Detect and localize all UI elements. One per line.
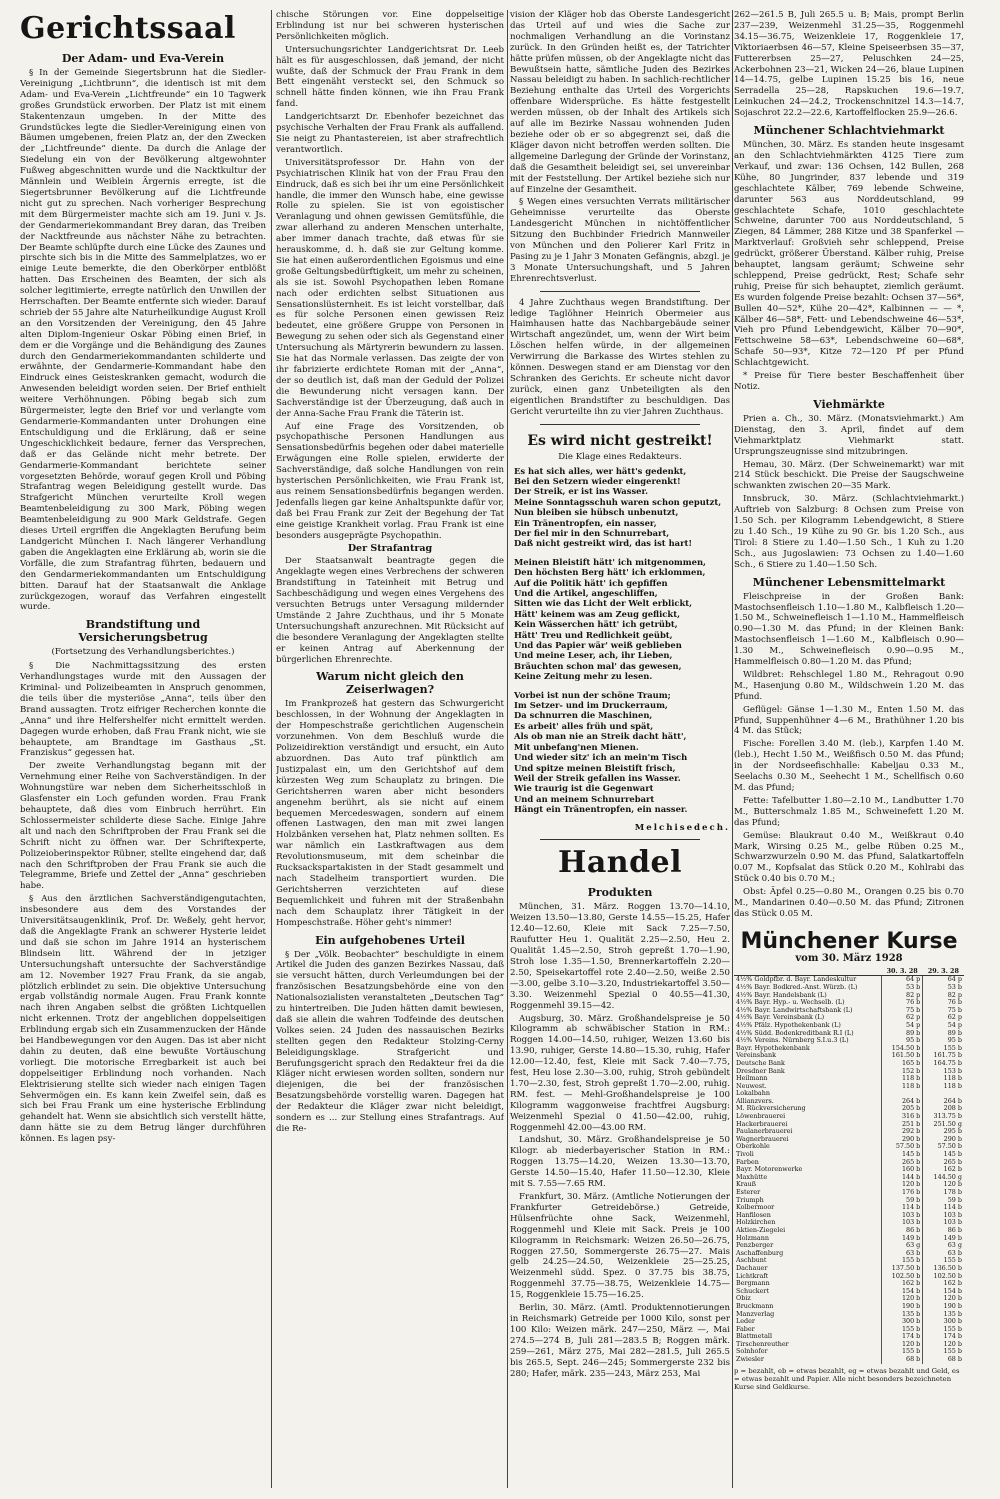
article-title: Produkten [587,886,653,900]
stock-name-cell: Bergmann [736,1279,770,1288]
table-row [734,1075,964,1083]
stock-price-cell: 89 b [923,1030,964,1038]
market-report: Gemüse: Blaukraut 0.40 M., Weißkraut 0.40 Mark, Wirsing 0.25 M., gelbe Rüben 0.25 M., Schwarzwurzeln 0.90 M. das Pfund, Salatkartoffeln 0.07 M., Kopfsalat das Stück 0.20 M., Kohlrabi das Stück 0.40 bis 0.70 M.; [734,830,964,885]
stock-price-cell: 86 b [923,1227,964,1235]
stock-price-cell: 161.75 b [923,1052,964,1060]
article-paragraph: Untersuchungsrichter Landgerichtsrat Dr. Leeb hält es für ausgeschlossen, daß jemand, der nicht wußte, daß der Schmuck der Frau Frank in dem Bett eingenäht versteckt sei, den Schmuck so schnell hätte finden können, wie ihn Frau Frank fand. [276,44,504,110]
article-title: Brandstiftung und Versicherungsbetrug [78,618,208,645]
poem-line: Bräuchten schon mal' das gewesen, [514,660,682,671]
stock-name-cell: Solnhofer [736,1347,768,1356]
market-report: Frankfurt, 30. März. (Amtliche Notierungen der Frankfurter Getreidebörse.) Getreide, Hülsenfrüchte ohne Sack, Weizenmehl, Roggenmehl und Kleie mit Sack. Preis je 100 Kilogramm in Reichsmark: Weizen 26.50—26.75, Roggen 27.50, Sommergerste 26.75—27. Mais gelb 24.25—24.50, Weizenkleie 25—25.25, Weizenmehl südd. Spez. 0 37.75 bis 38.75, Roggenmehl 37.75—38.75, Weizenkleie 14.75—15, Roggenkleie 15.75—16.25. [510,1192,730,1301]
column-1 [20,10,266,1488]
stock-price-cell: 155 b [923,1326,964,1334]
stock-price-cell: 165 b [882,1060,923,1068]
table-body [734,976,964,1364]
stock-price-cell: 292 b [882,1128,923,1136]
market-report: Hemau, 30. März. (Der Schweinemarkt) war mit 214 Stück beschickt. Die Preise der Saugschweine schwankten zwischen 20—35 Mark. [734,459,964,492]
poem-line: Sitten wie das Licht der Welt erblickt, [514,598,693,609]
article-paragraph: Der Staatsanwalt beantragte gegen die Angeklagte wegen eines Verbrechens der schweren Brandstiftung in Tateinheit mit Betrug und Sachbeschädigung und wegen eines Vergehens des versuchten Betrugs unter Versagung mildernder Umstände 2 Jahre Zuchthaus, und ihr 5 Monate Untersuchungshaft anzurechnen. Mit Rücksicht auf die besondere Veranlagung der Angeklagten stellte er keinen Antrag auf Aberkennung der bürgerlichen Ehrenrechte. [276,556,504,665]
stock-price-cell: 120 b [882,1341,923,1349]
stock-price-cell: 178 b [923,1189,964,1197]
stock-price-cell: 95 b [882,1037,923,1045]
stock-price-cell: 120 b [882,1181,923,1189]
stock-price-cell: 54 p [923,1022,964,1030]
stock-name-cell: 4½% Bayr. Bodkred.-Anst. Würzb. (L) [736,982,858,991]
column-rule [271,10,272,1488]
stock-price-cell: 300 b [882,1318,923,1326]
stock-price-cell: 102.50 b [882,1273,923,1281]
stock-price-cell: 76 b [882,999,923,1007]
table-row [734,1257,964,1265]
poem-stanza [514,466,730,549]
stock-price-cell: 251 b [882,1121,923,1129]
stock-name-cell: Maxhütte [736,1172,768,1181]
stock-price-cell: 57.50 b [923,1143,964,1151]
stock-price-cell: 152 b [882,1068,923,1076]
stock-price-cell: 264 b [923,1098,964,1106]
poem-line: Es hat sich alles, wer hätt's gedenkt, [514,465,687,476]
stock-name-cell: 4½% Vereins. Nürnberg S.I.u.3 (L) [736,1036,849,1045]
market-report: Obst: Äpfel 0.25—0.80 M., Orangen 0.25 bis 0.70 M., Mandarinen 0.40—0.50 M. das Pfund; Zitronen das Stück 0.05 M. [734,887,964,919]
stock-name-cell: Lokalbahn [736,1089,770,1098]
poem-line: Da schnurren die Maschinen, [514,710,653,721]
poem-line: Und spitze meinen Bleistift frisch, [514,762,676,773]
stock-price-cell: 265 b [882,1159,923,1167]
poem-line: Als ob man nie an Streik dacht hätt', [514,731,687,742]
stock-price-cell: 190 b [882,1303,923,1311]
stock-price-cell: 63 b [923,1250,964,1258]
stock-price-cell: 120 b [923,1341,964,1349]
poem-line: Hätt' keinem was am Zeug geflickt, [514,608,680,619]
stock-price-cell: 162 b [923,1280,964,1288]
stock-price-cell: 145 b [923,1151,964,1159]
stock-name-cell: Lichtkraft [736,1271,769,1280]
article-title: Münchener Lebensmittelmarkt [752,575,946,589]
stock-price-cell: 63 g [923,1242,964,1250]
stock-name-cell: 4½% Bayr. Handelsbank (L) [736,990,827,999]
stock-name-cell: Paulanerbrauerei [736,1127,793,1136]
stock-price-cell: 313.75 b [923,1113,964,1121]
stock-price-cell: 120 b [923,1295,964,1303]
stock-name-cell: Faber [736,1324,755,1333]
stock-name-cell: 4½% Pfälz. Hypothekenbank (L) [736,1020,841,1029]
stock-name-cell: Allianzvers. [736,1096,774,1105]
poem-line: Und die Artikel, angeschliffen, [514,588,658,598]
divider [540,424,700,425]
stock-name-cell: 4½% Bayr. Landwirtschaftsbank (L) [736,1005,853,1014]
article-paragraph: § Der „Völk. Beobachter“ beschuldigte in einem Artikel die Juden des ganzen Bezirkes Nassau, daß sie versucht hätten, durch Verleumdungen bei der französischen Besatzungsbehörde eine von den Nationalsozialisten veranstalteten „Deutschen Tag“ zu hintertreiben. Die Juden hätten damit bewiesen, daß sie allein die wahren Todfeinde des deutschen Volkes seien. 24 Juden des nassauischen Bezirks stellten gegen den Redakteur Stolzing-Cerny Beleidigungsklage. Strafgericht und Berufungsgericht sprach den Redakteur frei da die Kläger nicht erwiesen worden sollten, sondern nur diejenigen, die bei der französischen Besatzungsbehörde vorstellig waren. Dagegen hat der Redakteur die Kläger zwar nicht beleidigt, sondern es ... zur Stellung eines Strafantrags. Auf die Re- [276,949,504,1134]
stock-price-cell: 135 b [882,1311,923,1319]
stock-price-cell: 137.50 b [882,1265,923,1273]
article-subtitle: (Fortsetzung des Verhandlungsberichtes.) [51,647,235,658]
poem-stanza [514,690,730,815]
table-row [734,1341,964,1349]
stock-price-cell: 155 b [923,1257,964,1265]
poem-line: Keine Zeitung mehr zu lesen. [514,671,653,682]
stock-quotes-date: vom 30. März 1928 [795,952,903,964]
stock-name-cell: Blattmetall [736,1332,772,1341]
stock-price-cell: 155 b [882,1348,923,1356]
stock-price-cell: 153 b [923,1068,964,1076]
stock-price-cell: 155 b [882,1257,923,1265]
stock-name-cell: Tivoli [736,1150,754,1159]
section-masthead-gerichtssaal: Gerichtssaal [20,11,236,46]
stock-name-cell: M. Rückversicherung [736,1104,806,1113]
stock-price-cell: 59 b [923,1197,964,1205]
stock-price-cell: 161.50 b [882,1052,923,1060]
stock-price-cell: 103 b [923,1212,964,1220]
article-paragraph: § Aus den ärztlichen Sachverständigengutachten, insbesondere aus dem des Vorstandes der Universitätsaugenklinik, Prof. Dr. Weßely, geht hervor, daß die Angeklagte Frank an schwerer Hysterie leidet und daß sie schon im Jahre 1914 an hysterischem Blindsein litt. Während der in jetziger Untersuchungshaft untersuchte der Sachverständige am 12. November 1927 Frau Frank, da sie angab, plötzlich erblindet zu sein. Die objektive Untersuchung ergab vollständig normale Augen. Frau Frank konnte nach ihren Angaben selbst die größten Lichtquellen nicht erkennen. Trotz der angeblichen doppelseitigen Erblindung ergab sich ein Zusammenzucken der Hände bei Handbewegungen vor den Augen. Das ist aber nicht dahin zu deuten, daß eine bewußte Vortäuschung vorliegt. Die motorische Erregbarkeit ist auch bei doppelseitiger Erblindung noch vorhanden. Nach Elektrisierung stellte sich wieder nach einigen Tagen Sehvermögen ein. Es kann kein Zweifel sein, daß es sich bei Frau Frank um eine hysterische Erblindung gehandelt hat. Wenn sie absichtlich sich verstellt hätte, dann hätte sie zu dem Betrug länger durchführen können. Es lagen psy- [20,894,266,1145]
article-paragraph: § In der Gemeinde Siegertsbrunn hat die Siedler-Vereinigung „Lichtbrunn“, die identisch ist mit dem Adam- und Eva-Verein „Lichtfreunde“ ein 10 Tagwerk großes Grundstück erworben. Der Platz ist mit einem Stakentenzaun umgeben. In der Mitte des Grundstückes legte die Siedler-Vereinigung einen von Bäumen umgebenen, freien Platz an, der den Zwecken der „Lichtfreunde“ diente. Da durch die Anlage der Siedelung ein von der Bevölkerung altgewohnter Fußweg abgeschnitten wurde und die Nacktkultur der Männlein und Weiblein Ärgernis erregte, ist die Siegertsbrunner Bevölkerung auf die Lichtfreunde nicht gut zu sprechen. Nach vorheriger Besprechung mit dem Bürgermeister machte sich am 19. Juni v. Js. der Gendarmeriekommandant Brey daran, das Treiben der Nacktfreunde aus nächster Nähe zu betrachten. Der Beamte schlüpfte durch eine Lücke des Zaunes und pirschte sich bis in die Mitte des Sammelplatzes, wo er einige Leute bemerkte, die den Oberkörper entblößt hatten. Das Erscheinen des Beamten, der sich als solcher legitimierte, erregte natürlich den Unwillen der Herrschaften. Der Beamte entfernte sich wieder. Darauf schrieb der 55 Jahre alte Naturheilkundige August Kroll an den Vorsitzenden der Vereinigung, den 45 Jahre alten Diplom-Ingenieur Oskar Pöbing einen Brief, in dem er die Vorgänge und die Behändigung des Zaunes durch den Gendarmeriekommandanten schilderte und erwähnte, der Gendarmerie-Kommandant habe den Eindruck eines Geisteskranken gemacht, wodurch die Anwesenden beleidigt worden seien. Der Brief enthielt weitere Verhöhnungen. Pöbing begab sich zum Bürgermeister, legte den Brief vor und verlangte vom Gendarmerie-Kommandanten unter Drohungen eine Entschuldigung und die Erklärung, daß er seine Ungeschicklichkeit bedaure, ferner das Versprechen, daß er das Gelände nicht mehr betrete. Der Gendarmerie-Kommandant berichtete seiner vorgesetzten Behörde, worauf gegen Kroll und Pöbing Strafantrag wegen Beleidigung gestellt wurde. Das Strafgericht München verurteilte Kroll wegen Beamtenbeleidigung zu 300 Mark, Pöbing wegen Beamtenbeleidigung zu 900 Mark Geldstrafe. Gegen dieses Urteil ergriffen die Angeklagten Berufung beim Landgericht München I. Nach längerer Verhandlung gaben die Angeklagten eine Erklärung ab, worin sie die Vorfälle, die zum Strafantrag führten, bedauern und den Gendarmeriekommandanten um Entschuldigung bitten. Darauf hat der Staatsanwalt die Anklage zurückgezogen, worauf das Verfahren eingestellt wurde. [20,68,266,613]
market-report: Geflügel: Gänse 1—1.30 M., Enten 1.50 M. das Pfund, Suppenhühner 4—6 M., Brathühner 1.20 bis 4 M. das Stück; [734,704,964,737]
market-report: Landshut, 30. März. Großhandelspreise je 50 Kilogr. ab niederbayerischer Station in RM.: Roggen 13.75—14.20, Weizen 13.30—13.70, Gerste 14.50—15.40, Hafer 11.50—12.30, Kleie mit S. 7.55—7.65 RM. [510,1135,730,1190]
poem-line: Vorbei ist nun der schöne Traum; [514,689,671,700]
column-4 [734,10,964,1488]
article-paragraph: Landgerichtsarzt Dr. Ebenhofer bezeichnet das psychische Verhalten der Frau Frank als auffallend. Sie neigt zu Phantastereien, ist aber strafrechtlich verantwortlich. [276,112,504,155]
stock-price-cell: 176 b [882,1189,923,1197]
table-row [734,1311,964,1319]
stock-name-cell: Dachauer [736,1263,768,1272]
article-title: Münchener Schlachtviehmarkt [753,124,945,138]
stock-price-cell: 86 b [882,1227,923,1235]
poem-line: Und das Papier wär' weiß geblieben [514,640,682,651]
poem-line: Meinen Bleistift hätt' ich mitgenommen, [514,556,706,567]
article-paragraph: chische Störungen vor. Eine doppelseitige Erblindung ist nur bei schweren hysterischen Persönlichkeiten möglich. [276,10,504,42]
stock-price-cell: 145 b [882,1151,923,1159]
divider [540,839,700,840]
stock-name-cell: Deutsche Bank [736,1058,785,1067]
poem-line: Und wieder sitz' ich an mein'm Tisch [514,752,688,763]
stock-price-cell: 62 p [923,1014,964,1022]
table-row [734,1166,964,1174]
stock-price-cell: 149 b [923,1235,964,1243]
stock-price-cell: 295 b [923,1128,964,1136]
stock-price-cell: 95 b [923,1037,964,1045]
article-paragraph: § Wegen eines versuchten Verrats militärischer Geheimnisse verurteilte das Oberste Landesgericht München in nichtöffentlicher Sitzung den Buchbinder Friedrich Mannweiler von München und den Polierer Karl Fritz in Pasing zu je 1 Jahr 3 Monaten Gefängnis, abzgl. je 3 Monate Untersuchungshaft, und 5 Jahren Ehrenrechtsverlust. [510,197,730,284]
stock-price-cell: 290 b [923,1136,964,1144]
market-report: Wildbret: Rehschlegel 1.80 M., Rehragout 0.90 M., Hasenjung 0.80 M., Wildschwein 1.20 M. das Pfund. [734,669,964,702]
article-subheading: Der Strafantrag [347,542,433,554]
market-report: Fleischpreise in der Großen Bank: Mastochsenfleisch 1.10—1.80 M., Kalbfleisch 1.20—1.50 M., Schweinefleisch 1—1.10 M., Hammelfleisch 0.90—1.30 M. das Pfund; in der Kleinen Bank: Mastochsenfleisch 1—1.60 M., Kalbfleisch 0.90—1.30 M., Schweinefleisch 0.90—0.95 M., Hammelfleisch 0.80—1.20 M. das Pfund; [734,591,964,668]
stock-price-cell: 174 b [882,1333,923,1341]
stock-price-cell: 75 b [923,1007,964,1015]
stock-name-cell: 4½% Bayr. Vereinsbank (L) [736,1013,825,1022]
article-title: Ein aufgehobenes Urteil [315,933,465,947]
divider [540,291,700,292]
stock-name-cell: Manzverlag [736,1309,775,1318]
stock-name-cell: Heilmann [736,1074,768,1083]
stock-price-cell: 155 b [923,1348,964,1356]
stock-price-cell: 53 b [923,984,964,992]
stock-price-cell: 154 b [882,1288,923,1296]
poem-line: Und an meinem Schnurrebart [514,793,655,804]
stock-price-cell: 59 b [882,1197,923,1205]
poem-title: Es wird nicht gestreikt! [527,432,713,449]
stock-quotes-title: Münchener Kurse [740,928,958,954]
stock-name-cell: Holzmann [736,1233,769,1242]
stock-price-cell: 208 b [923,1105,964,1113]
stock-price-cell: 103 b [882,1219,923,1227]
table-row [734,1250,964,1258]
poem-line: Der fiel mir in den Schnurrebart, [514,527,670,538]
stock-price-cell: 63 b [882,1250,923,1258]
stock-price-cell: 264 b [882,1098,923,1106]
stock-price-cell: 118 b [882,1083,923,1091]
table-row [734,1288,964,1296]
poem-line: Bei den Setzern wieder eingerenkt! [514,475,681,486]
stock-name-cell: Penzberger [736,1241,774,1250]
stock-price-cell: 118 b [882,1075,923,1083]
table-row [734,1174,964,1182]
market-report: München, 30. März. Es standen heute insgesamt an den Schlachtviehmärkten 4125 Tiere zum Verkauf, und zwar: 136 Ochsen, 142 Bullen, 268 Kühe, 80 Jungrinder, 837 lebende und 319 geschlachtete Kälber, 769 lebende Schweine, darunter 563 aus Norddeutschland, 99 geschlachtete Schafe, 1010 geschlachtete Schweine, darunter 700 aus Norddeutschland, 5 Ziegen, 84 Lämmer, 288 Kitze und 38 Spanferkel — Marktverlauf: Großvieh sehr schleppend, Preise gedrückt, größerer Überstand. Kälber ruhig, Preise behauptet, langsam geräumt; Schweine sehr schleppend, Preise gedrückt, Rest; Schafe sehr ruhig, Preise für sich behauptet, ziemlich geräumt. Es wurden folgende Preise bezahlt: Ochsen 37—56*, Bullen 40—52*, Kühe 20—42*, Kalbinnen — — *, Kälber 46—58*, Fett- und Lebendschweine 46—53*, Vieh pro Pfund Lebendgewicht, Kälber 70—90*, Fettschweine 58—63*, Lebendschweine 60—68*, Schafe 50—93*, Kitze 72—120 Pf per Pfund Schlachtgewicht. [734,140,964,369]
stock-price-cell: 53 b [882,984,923,992]
stock-price-cell: 149 b [882,1235,923,1243]
stock-price-cell: 300 b [923,1318,964,1326]
stock-name-cell: Zwiesler [736,1355,764,1364]
stock-price-cell: 54 p [882,1022,923,1030]
table-row [734,1068,964,1076]
article-title: Der Adam- und Eva-Verein [61,52,225,65]
stock-name-cell: Leder [736,1317,755,1326]
article-title: Viehmärkte [813,397,885,411]
stock-price-cell: 162 b [923,1166,964,1174]
stock-name-cell: Triumph [736,1195,764,1204]
stock-price-cell: 136.50 b [923,1265,964,1273]
article-paragraph: Auf eine Frage des Vorsitzenden, ob psychopathische Personen Handlungen aus Sensationsbedürfnis begehen oder dabei materielle Erwägungen eine Rolle spielen, erwiderte der Sachverständige, daß solche Handlungen von rein hysterischen Persönlichkeiten, wie Frau Frank ist, aus reinem Sensationsbedürfnis begangen werden. Jedenfalls liegen gar keine Anhaltspunkte dafür vor, daß bei Frau Frank zur Zeit der Begehung der Tat eine geistige Krankheit vorlag. Frau Frank ist eine besonders ausgeprägte Psychopathin. [276,421,504,541]
stock-name-cell: Aschbunt [736,1256,767,1265]
table-row [734,1181,964,1189]
poem-stanza [514,557,730,682]
stock-name-cell: Löwenbrauerei [736,1112,786,1121]
stock-name-cell: Esterer [736,1188,761,1196]
stock-price-cell: 82 p [923,992,964,1000]
table-row [734,1143,964,1151]
stock-price-cell: 75 b [882,1007,923,1015]
stock-name-cell: Kolbermoor [736,1203,775,1212]
poem-line: Es arbeit' alles früh und spät, [514,720,654,731]
stock-price-cell: 144 b [882,1174,923,1182]
stock-price-cell: 82 p [882,992,923,1000]
stock-name-cell: Vereinsbank [736,1051,776,1060]
article-paragraph: § Die Nachmittagssitzung des ersten Verhandlungstages wurde mit den Aussagen der Kriminal- und Polizeibeamten in Anspruch genommen, die teils über die mysteriöse „Anna“, teils über den Brand aussagten. Trotz eifriger Recherchen konnte die „Anna“ und ihre Helfershelfer nicht ermittelt werden. Dagegen wurde erhoben, daß Frau Frank nicht, wie sie behauptete, am Brandtage im Gasthaus „St. Franziskus“ gegessen hat. [20,661,266,759]
table-footnote: p = bezahlt, eb = etwas bezahlt, eg = etwas bezahlt und Geld, es = etwas bezahlt und Papier. Alle nicht besonders bezeichneten Kurse sind Geldkurse. [734,1366,960,1391]
stock-name-cell: 4½% Goldpfbr. d. Bayr. Landeskultur [736,975,857,984]
stock-name-cell: Oberkohle [736,1142,770,1151]
stock-price-cell: 155 b [882,1326,923,1334]
stock-price-cell: 64 p [882,976,923,984]
column-3 [510,10,730,1488]
poem-line: Und meine Leser, ach, ihr Lieben, [514,650,673,661]
stock-name-cell: Schuckert [736,1286,770,1295]
section-masthead-handel: Handel [557,845,683,881]
poem-line: Hätt' Treu und Redlichkeit geübt, [514,629,673,640]
poem-line: Mit unbefang'nen Mienen. [514,741,639,752]
stock-price-cell: 162 b [882,1280,923,1288]
market-note: * Preise für Tiere bester Beschaffenheit über Notiz. [734,371,964,392]
poem-line: Im Setzer- und im Druckerraum, [514,700,668,711]
stock-price-cell: 118 b [923,1083,964,1091]
market-report: Prien a. Ch., 30. März. (Monatsviehmarkt.) Am Dienstag, den 3. April, findet auf dem Viehmarktplatz Viehmarkt statt. Ursprungszeugnisse sind mitzubringen. [734,413,964,457]
stock-price-cell: 68 b [882,1356,923,1364]
stock-name-cell: Neuwest. [736,1081,767,1090]
poem-line: Den höchsten Berg hätt' ich erklommen, [514,567,706,578]
column-rule [732,10,733,1488]
market-report: Augsburg, 30. März. Großhandelspreise je 50 Kilogramm ab schwäbischer Station in RM.: Roggen 14.00—14.50, ruhiger, Weizen 13.60 bis 13.90, ruhiger, Gerste 14.80—15.30, ruhig, Hafer 12.00—12.40, fest, Kleie mit Sack 7.40—7.75, fest, Heu lose 2.30—3.00, ruhig, Stroh gebündelt 1.70—2.30, fest, Stroh gepreßt 1.70—2.00, ruhig. RM. fest. — Mehl-Großhandelspreise je 100 Kilogramm waggonweise frachtfrei Augsburg: Weizenmehl Spezial 0 41.50—42.00, ruhig, Roggenmehl 42.00—43.00 RM. [510,1013,730,1133]
stock-name-cell: Bruckmann [736,1301,774,1310]
table-row [734,1348,964,1356]
article-paragraph: 4 Jahre Zuchthaus wegen Brandstiftung. Der ledige Taglöhner Heinrich Obermeier aus Haimhausen hatte das Nachbargebäude seiner Wirtschaft angezündet, um, wenn der Wirt beim Löschen helfen würde, in der allgemeinen Verwirrung die Barkasse des Wirtes stehlen zu können. Deswegen stand er am Dienstag vor den Schranken des Gerichts. Er scheute nicht davor zurück, einen ganz Unbeteiligten als den eigentlichen Brandstifter zu beschuldigen. Das Gericht verurteilte ihn zu vier Jahren Zuchthaus. [510,297,730,417]
stock-price-cell: 135 b [923,1311,964,1319]
stock-price-cell: 64 p [923,976,964,984]
market-report: Fische: Forellen 3.40 M. (leb.), Karpfen 1.40 M. (leb.), Hecht 1.50 M., Weißfisch 0.50 M. das Pfund; in der Nordseefischhalle: Kabeljau 0.33 M., Seelachs 0.30 M., Seehecht 1 M., Schellfisch 0.60 M. das Pfund; [734,739,964,793]
stock-name-cell: Tirschenreuther [736,1339,789,1348]
poem-line: Hängt ein Tränentropfen, ein nasser. [514,804,688,815]
article-paragraph: Der zweite Verhandlungstag begann mit der Vernehmung einer Reihe von Sachverständigen. In der Wohnungstüre war neben dem Sicherheitsschloß in Glasfenster ein Loch gefunden worden. Frau Frank behauptete, daß dies vom Einbruch herrührt. Ein Schlossermeister schilderte diese Sache. Einige Jahre alt und nach den Schriftproben der Frau Frank sei die Schrift nicht zu öffnen war. Der Schriftexperte, Polizeioberinspektor Rübner, stellte eingehend dar, daß nach den Schriftproben der Frau Frank sie auch die Telegramme, Briefe und Zettel der „Anna“ geschrieben habe. [20,761,266,892]
poem-line: Kein Wässerchen hätt' ich getrübt, [514,619,678,630]
column-2 [276,10,504,1488]
stock-price-cell: 316 b [882,1113,923,1121]
stock-price-cell: 251.50 g [923,1121,964,1129]
article-paragraph: vision der Kläger hob das Oberste Landesgericht das Urteil auf und wies die Sache zur nochmaligen Verhandlung an die Vorinstanz zurück. In den Gründen heißt es, der Tatrichter hätte prüfen müssen, ob der Angeklagte nicht das Bewußtsein hatte, sämtliche Juden des Bezirkes Nassau beleidigt zu haben. In sachlich-rechtlicher Beziehung enthalte das Urteil des Vorgerichts offenbare Widersprüche. Es hätte festgestellt werden müssen, ob der Inhalt des Artikels sich auf alle im Bezirke Nassau wohnenden Juden beziehe oder ob er so abgegrenzt sei, daß die Kläger davon nicht betroffen werden sollten. Die allgemeine Darlegung der Gründe der Vorinstanz, daß die Gesamtheit beleidigt sei, sei unvereinbar mit der Feststellung. Der Artikel beziehe sich nur auf Einzelne der Gesamtheit. [510,10,730,195]
poem [514,466,730,815]
table-row [734,1151,964,1159]
stock-name-cell: Krauß [736,1180,757,1189]
stock-name-cell: Holzkirchen [736,1218,776,1227]
market-report: Fette: Tafelbutter 1.80—2.10 M., Landbutter 1.70 M., Butterschmalz 1.85 M., Schweinefett 1.20 M. das Pfund; [734,795,964,828]
poem-subtitle: Die Klage eines Redakteurs. [558,451,682,462]
stock-name-cell: Aschaffenburg [736,1248,784,1257]
stock-price-cell: 114 b [923,1204,964,1212]
stock-price-cell: 154.50 b [882,1045,923,1053]
poem-line: Ein Tränentropfen, ein nasser, [514,517,657,528]
stock-name-cell: Dresdner Bank [736,1066,785,1075]
stock-price-cell: 103 b [923,1219,964,1227]
stock-name-cell: 4½% Südd. Bodenkreditbank R.I (L) [736,1028,854,1037]
table-row [734,1265,964,1273]
stock-price-cell: 205 b [882,1105,923,1113]
poem-line: Meine Sonntagsschuh waren schon geputzt, [514,496,722,507]
stock-price-cell: 103 b [882,1212,923,1220]
stock-name-cell: Hackerbrauerei [736,1119,788,1128]
stock-name-cell: Hanfilosen [736,1210,771,1219]
stock-price-cell: 190 b [923,1303,964,1311]
stock-price-cell: 120 b [882,1295,923,1303]
stock-price-cell: 155 b [923,1045,964,1053]
table-header: 29. 3. 28 [923,968,964,976]
stock-name-cell: Aktien-Ziegelei [736,1225,786,1234]
stock-price-cell: 89 b [882,1030,923,1038]
poem-line: Weil der Streik gefallen ins Wasser. [514,772,681,783]
stock-name-cell: Wagnerbrauerei [736,1134,789,1143]
market-report: Innsbruck, 30. März. (Schlachtviehmarkt.) Auftrieb von Salzburg: 8 Ochsen zum Preise von 1.50 Sch. per Kilogramm Lebendgewicht, 8 Stiere zu 1.40 Sch., 19 Kühe zu 90 Gr. bis 1.20 Sch., aus Tirol: 8 Stiere zu 1.40—1.50 Sch., 1 Kuh zu 1.20 Sch., aus Jugoslawien: 73 Ochsen zu 1.40—1.60 Sch., 6 Stiere zu 1.40—1.50 Sch. [734,494,964,570]
stock-name-cell: 4½% Bayr. Hyp.- u. Wechselb. (L) [736,998,845,1007]
table-header: 30. 3. 28 [882,968,923,976]
article-paragraph: Universitätsprofessor Dr. Hahn von der Psychiatrischen Klinik hat von der Frau Frau den Eindruck, daß es sich bei ihr um eine Persönlichkeit handle, die immer den Wunsch habe, eine gewisse Rolle zu spielen. Sie ist von egoistischer Veranlagung und ohnen gewissen Gemütsfühle, die zwar allerhand zu anderen Menschen unterhalte, aber immer danach trachte, daß etwas für sie herauskomme, d. h. daß sie zur Geltung komme. Sie hat einen außerordentlichen Egoismus und eine große Geltungsbedürftigkeit, um mehr zu scheinen, als sie ist. Sowohl Psychopathen leben Romane nach oder erdichten selbst Situationen aus Sensationslüsternheit. Es ist leicht vorstellbar, daß es für solche Personen einen gewissen Reiz bedeutet, eine größere Gruppe von Personen in Bewegung zu sehen oder sich als Gegenstand einer Untersuchung als Märtyrerin bewundern zu lassen. Sie hat das Normale verlassen. Das zeigte der von ihr fabrizierte erdichtete Roman mit der „Anna“, der so deutlich ist, daß man der Geduld der Polizei die Bewunderung nicht versagen kann. Der Sachverständige ist der Überzeugung, daß auch in der Anna-Sache Frau Frank die Täterin ist. [276,157,504,419]
stock-name-cell: Farben [736,1157,759,1166]
stock-name-cell: Bayr. Hypothekenbank [736,1043,810,1052]
stock-name-cell: Obiz [736,1294,751,1303]
poem-line: Auf die Politik hätt' ich gepfiffen [514,577,668,588]
stock-price-cell: 154 b [923,1288,964,1296]
stock-price-cell: 290 b [882,1136,923,1144]
poem-line: Nun bleiben sie hübsch unbenutzt, [514,507,679,518]
stock-name-cell: Bayr. Motorenwerke [736,1165,803,1174]
article-paragraph: Im Frankprozeß hat gestern das Schwurgericht beschlossen, in der Wohnung der Angeklagten in der Hompeschstraße gerichtlichen Augenschein vorzunehmen. Von dem Beschluß wurde die Polizeidirektion verständigt und ersucht, ein Auto abzuordnen. Das Auto traf pünktlich am Justizpalast ein, um den Gerichtshof auf dem kürzesten Weg zum Schauplatz zu bringen. Die Gerichtsherren waren aber nicht besonders angenehm berührt, als sie nicht auf einem bequemen Mercedeswagen, sondern auf einem offenen Lastwagen, den man mit zwei langen Holzbänken versehen hat, Platz nehmen sollten. Es war nämlich ein Lastkraftwagen aus dem Revolutionsmuseum, mit dem scheinbar die Rucksackspartakisten in der Stadt gesammelt und nach Stadelheim transportiert wurden. Die Gerichtsherren verzichteten auf diese Bequemlichkeit und fuhren mit der Straßenbahn nach dem Schauplatz ihrer Tätigkeit in der Hompeschstraße. Höher geht's nimmer! [276,699,504,928]
table-row [734,1356,964,1364]
stock-price-cell: 57.50 b [882,1143,923,1151]
market-report: München, 31. März. Roggen 13.70—14.10, Weizen 13.50—13.80, Gerste 14.55—15.25, Hafer 12.40—12.60, Kleie mit Sack 7.25—7.50, Raufutter Heu 1. Qualität 2.25—2.50, Heu 2. Qualität 1.45—2.50, Stroh gepreßt 1.70—1.90, Stroh lose 1.35—1.50, Brennerkartoffeln 2.20—2.50, Speisekartoffel rote 2.40—2.50, weiße 2.50—3.00, gelbe 3.10—3.20, Industriekartoffel 3.50—3.30. Weizenmehl Spezial 0 40.55—41.30, Roggenmehl 39.15—42. [510,902,730,1011]
stock-price-cell: 68 b [923,1356,964,1364]
poem-line: Der Streik, er ist ins Wasser. [514,486,649,497]
stock-price-cell: 265 b [923,1159,964,1167]
poem-line: Wie traurig ist die Gegenwart [514,783,654,794]
market-report: 262—261.5 B, Juli 265.5 u. B; Mais, prompt Berlin 237—239, Weizenmehl 31.25—35, Roggenmehl 34.15—36.75, Weizenkleie 17, Roggenkleie 17, Viktoriaerbsen 46—57, Kleine Speiseerbsen 35—37, Futtererbsen 25—27, Peluschken 24—25, Ackerbohnen 23—21, Wicken 24—26, blaue Lupinen 14—14.75, gelbe Lupinen 15.25 bis 16, neue Serradella 25—28, Rapskuchen 19.6—19.7, Leinkuchen 24—24.2, Trockenschnitzel 14.3—14.7, Sojaschrot 22.2—22.6, Kartoffelflocken 25.9—26.6. [734,10,964,119]
stock-price-cell: 118 b [923,1075,964,1083]
table-row [734,1189,964,1197]
stock-price-cell: 120 b [923,1181,964,1189]
stock-price-cell: 174 b [923,1333,964,1341]
stock-quotes-table [734,968,964,1364]
poem-line: Daß nicht gestreikt wird, das ist hart! [514,538,693,549]
table-row [734,1318,964,1326]
stock-price-cell: 62 p [882,1014,923,1022]
stock-price-cell: 102.50 b [923,1273,964,1281]
stock-price-cell: 160 b [882,1166,923,1174]
article-title: Warum nicht gleich den Zeiserlwagen? [316,670,464,697]
stock-price-cell: 63 g [882,1242,923,1250]
stock-price-cell: 114 b [882,1204,923,1212]
poem-author: Melchisedech. [634,822,730,833]
stock-price-cell: 164.75 b [923,1060,964,1068]
market-report: Berlin, 30. März. (Amtl. Produktennotierungen in Reichsmark) Getreide per 1000 Kilo, sonst per 100 Kilo: Weizen märk. 247—250, März —, Mai 274.5—274 B, Juli 281—283.5 B; Roggen märk. 259—261, März 275, Mai 282—281.5, Juli 265.5 bis 265.5, Sept. 246—245; Sommergerste 232 bis 280; Hafer, märk. 235—243, März 253, Mai [510,1303,730,1379]
stock-price-cell: 144.50 g [923,1174,964,1182]
stock-price-cell: 76 b [923,999,964,1007]
column-rule [507,10,508,1488]
